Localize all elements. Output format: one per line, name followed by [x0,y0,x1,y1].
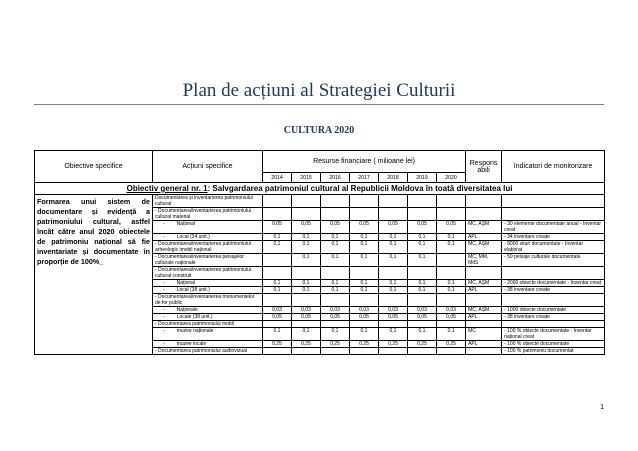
resource-value-cell: 0,1 [437,280,466,287]
resource-value-cell [379,267,408,280]
bullet-dash: - [163,221,165,227]
resource-value-cell [408,348,437,355]
resource-value-cell: 0,1 [350,234,379,241]
action-cell [153,267,263,280]
bullet-dash: - [163,328,165,334]
resource-value-cell [263,348,292,355]
resource-value-cell: 0,25 [379,341,408,348]
resource-value-cell [292,321,321,328]
resource-value-cell [379,195,408,208]
resource-value-cell [292,195,321,208]
indicator-cell [502,294,605,307]
resource-value-cell: 0,1 [350,280,379,287]
resource-value-cell: 0,1 [263,280,292,287]
resource-value-cell: 0,1 [292,254,321,267]
header-indicators: Indicatori de monitorizare [502,151,605,183]
action-text: - Documentarea patrimoniului audiovizual [155,348,247,354]
resource-value-cell: 0,03 [437,307,466,314]
indicator-cell [502,208,605,221]
resource-value-cell [350,294,379,307]
header-year: 2015 [292,173,321,183]
table-row [35,195,605,208]
resource-value-cell [321,294,350,307]
responsible-cell [466,195,502,208]
resource-value-cell [350,195,379,208]
bullet-dash: - [163,280,165,286]
resource-value-cell [321,348,350,355]
action-cell [153,241,263,254]
resource-value-cell [437,195,466,208]
resource-value-cell [321,208,350,221]
resource-value-cell [379,208,408,221]
action-text: - Documentarea/inventarierea patrimoniului arheologic imobil național [155,241,251,253]
header-objective: Obiective specifice [35,151,153,183]
action-text: Național [176,280,196,286]
resource-value-cell [263,195,292,208]
resource-value-cell: 0,1 [379,241,408,254]
resource-value-cell: 0,1 [292,234,321,241]
resource-value-cell [292,267,321,280]
resource-value-cell: 0,1 [437,287,466,294]
resource-value-cell: 0,1 [379,328,408,341]
action-text: muzee locale [176,341,207,347]
responsible-cell: MC [466,328,502,341]
resource-value-cell: 0,1 [379,280,408,287]
action-text: - Documentarea/inventarierea patrimoniului cultural construit [155,267,251,279]
resource-value-cell [263,321,292,328]
indicator-cell: - 1000 obiecte documentate [502,307,605,314]
resource-value-cell: 0,1 [408,328,437,341]
bullet-dash: - [163,287,165,293]
resource-value-cell [437,267,466,280]
indicator-cell: - 100 % patrimoniu documentat [502,348,605,355]
responsible-cell: MC, AȘM [466,241,502,254]
resource-value-cell: 0,1 [263,287,292,294]
resource-value-cell: 0,25 [292,341,321,348]
resource-value-cell [350,348,379,355]
indicator-cell: - 2000 obiecte documentate - Inventar creat [502,280,605,287]
resource-value-cell [263,208,292,221]
indicator-cell: - 50 peisaje culturale documentate [502,254,605,267]
indicator-cell: - 100 % obiecte documentate - Inventar național creat [502,328,605,341]
header-actions: Acțiuni specifice [153,151,263,183]
action-text: - Documentarea/inventarierea patrimoniului cultural material [155,208,251,220]
resource-value-cell: 0,1 [408,254,437,267]
action-cell [153,328,263,341]
resource-value-cell: 0,1 [408,287,437,294]
resource-value-cell [379,321,408,328]
bullet-dash: - [163,307,165,313]
resource-value-cell [437,321,466,328]
resource-value-cell [350,321,379,328]
resource-value-cell: 0,1 [292,328,321,341]
resource-value-cell: 0,1 [321,287,350,294]
resource-value-cell [408,208,437,221]
resource-value-cell: 0,05 [292,221,321,234]
resource-value-cell: 0,03 [292,307,321,314]
action-text: Naționale [176,307,198,313]
action-cell [153,208,263,221]
resource-value-cell: 0,1 [437,328,466,341]
header-year: 2020 [437,173,466,183]
resource-value-cell: 0,1 [350,241,379,254]
action-cell [153,280,263,287]
resource-value-cell: 0,25 [437,341,466,348]
responsible-cell [466,321,502,328]
title-rule [34,104,604,105]
responsible-cell: APL [466,234,502,241]
action-plan-table [34,150,605,355]
resource-value-cell [408,294,437,307]
resource-value-cell [321,321,350,328]
action-text: Național [176,221,196,227]
action-text: - Documentarea/inventarierea monumentelor de for public [155,294,255,306]
responsible-cell: APL [466,341,502,348]
responsible-cell [466,294,502,307]
resource-value-cell [437,254,466,267]
indicator-cell: - 34 inventare create [502,234,605,241]
general-objective-row [35,183,605,195]
action-text: muzee naționale [176,328,214,334]
responsible-cell [466,208,502,221]
resource-value-cell: 0,05 [292,314,321,321]
action-text: Documentarea și inventarierea patrimoniului cultural [155,195,253,207]
resource-value-cell [379,348,408,355]
resource-value-cell [437,208,466,221]
action-cell [153,234,263,241]
header-resources: Resurse financiare ( milioane lei) [263,151,466,173]
resource-value-cell [263,267,292,280]
bullet-dash: - [163,234,165,240]
resource-value-cell: 0,05 [350,221,379,234]
action-text: Local (34 unit.) [176,234,210,240]
resource-value-cell: 0,1 [379,254,408,267]
resource-value-cell: 0,1 [292,241,321,254]
resource-value-cell: 0,1 [292,280,321,287]
header-year: 2014 [263,173,292,183]
resource-value-cell: 0,1 [437,234,466,241]
resource-value-cell [350,208,379,221]
resource-value-cell: 0,03 [408,307,437,314]
resource-value-cell: 0,1 [408,241,437,254]
header-year: 2018 [379,173,408,183]
bullet-dash: - [163,341,165,347]
action-cell [153,307,263,314]
action-cell [153,341,263,348]
resource-value-cell: 0,05 [379,221,408,234]
responsible-cell [466,348,502,355]
resource-value-cell [263,254,292,267]
responsible-cell: MC, AȘM [466,221,502,234]
general-objective-text: : Salvgardarea patrimoniul cultural al Republicii Moldova în toată diversitatea lui [207,184,513,193]
resource-value-cell: 0,05 [263,314,292,321]
responsible-cell: MC, MM, MdS [466,254,502,267]
action-cell [153,287,263,294]
resource-value-cell: 0,05 [408,314,437,321]
indicator-cell [502,321,605,328]
resource-value-cell [350,267,379,280]
resource-value-cell: 0,1 [321,234,350,241]
resource-value-cell [437,348,466,355]
header-responsible: Respons abili [466,151,502,183]
resource-value-cell: 0,1 [263,241,292,254]
action-text: - Documentarea patrimoniului mobil [155,321,234,327]
resource-value-cell: 0,1 [263,234,292,241]
resource-value-cell: 0,25 [263,341,292,348]
resource-value-cell: 0,05 [350,314,379,321]
resource-value-cell: 0,05 [437,314,466,321]
action-text: Locale (38 unit.) [176,314,213,320]
action-cell [153,348,263,355]
indicator-cell: - 100 % obiecte documentate [502,341,605,348]
responsible-cell: APL [466,287,502,294]
indicator-cell [502,267,605,280]
resource-value-cell: 0,03 [321,307,350,314]
responsible-cell: MC, AȘM [466,307,502,314]
action-cell [153,254,263,267]
resource-value-cell: 0,1 [350,254,379,267]
action-cell [153,195,263,208]
action-text: - Documentarea/inventarierea peisajelor culturale naționale [155,254,244,266]
document-subtitle: CULTURA 2020 [283,125,355,136]
header-year: 2016 [321,173,350,183]
resource-value-cell: 0,05 [321,221,350,234]
resource-value-cell: 0,05 [263,221,292,234]
indicator-cell [502,195,605,208]
resource-value-cell: 0,1 [321,328,350,341]
resource-value-cell: 0,1 [379,287,408,294]
indicator-cell: - 30 elemente documentate anual - Inventar creat [502,221,605,234]
resource-value-cell: 0,1 [408,280,437,287]
resource-value-cell [263,294,292,307]
resource-value-cell [379,294,408,307]
indicator-cell: - 38 inventare create [502,287,605,294]
action-cell [153,314,263,321]
resource-value-cell: 0,1 [263,328,292,341]
resource-value-cell: 0,1 [321,254,350,267]
resource-value-cell: 0,1 [292,287,321,294]
resource-value-cell [292,294,321,307]
indicator-cell: - 8000 situri documentate - Inventar elaborat [502,241,605,254]
resource-value-cell: 0,1 [379,234,408,241]
resource-value-cell: 0,05 [408,221,437,234]
resource-value-cell [437,294,466,307]
action-cell [153,221,263,234]
bullet-dash: - [163,314,165,320]
responsible-cell: APL [466,314,502,321]
resource-value-cell: 0,25 [350,341,379,348]
page-number: 1 [600,404,604,411]
responsible-cell: MC, AȘM [466,280,502,287]
resource-value-cell: 0,05 [437,221,466,234]
resource-value-cell [321,267,350,280]
resource-value-cell: 0,05 [321,314,350,321]
resource-value-cell: 0,1 [408,234,437,241]
header-year: 2019 [408,173,437,183]
resource-value-cell: 0,1 [350,328,379,341]
action-cell [153,321,263,328]
resource-value-cell: 0,05 [379,314,408,321]
indicator-cell: - 38 inventare create [502,314,605,321]
resource-value-cell [408,321,437,328]
action-text: Local (38 unit.) [176,287,210,293]
resource-value-cell [292,348,321,355]
resource-value-cell [321,195,350,208]
document-title: Plan de acțiuni al Strategiei Culturii [182,80,456,101]
resource-value-cell: 0,25 [408,341,437,348]
resource-value-cell: 0,03 [379,307,408,314]
resource-value-cell: 0,1 [437,241,466,254]
action-cell [153,294,263,307]
responsible-cell [466,267,502,280]
resource-value-cell: 0,1 [350,287,379,294]
resource-value-cell: 0,03 [263,307,292,314]
resource-value-cell: 0,1 [321,241,350,254]
resource-value-cell [408,267,437,280]
general-objective-label: Obiectiv general nr. 1 [126,184,208,193]
resource-value-cell: 0,1 [321,280,350,287]
specific-objective-cell: Formarea unui sistem de documentare și evidență a patrimoniului cultural, astfel încât către anul 2020 obiectele de patrimoniu național să fie inventariate și documentate în proporție de 100%_ [35,195,153,355]
header-year: 2017 [350,173,379,183]
resource-value-cell: 0,03 [350,307,379,314]
resource-value-cell [292,208,321,221]
resource-value-cell [408,195,437,208]
resource-value-cell: 0,25 [321,341,350,348]
